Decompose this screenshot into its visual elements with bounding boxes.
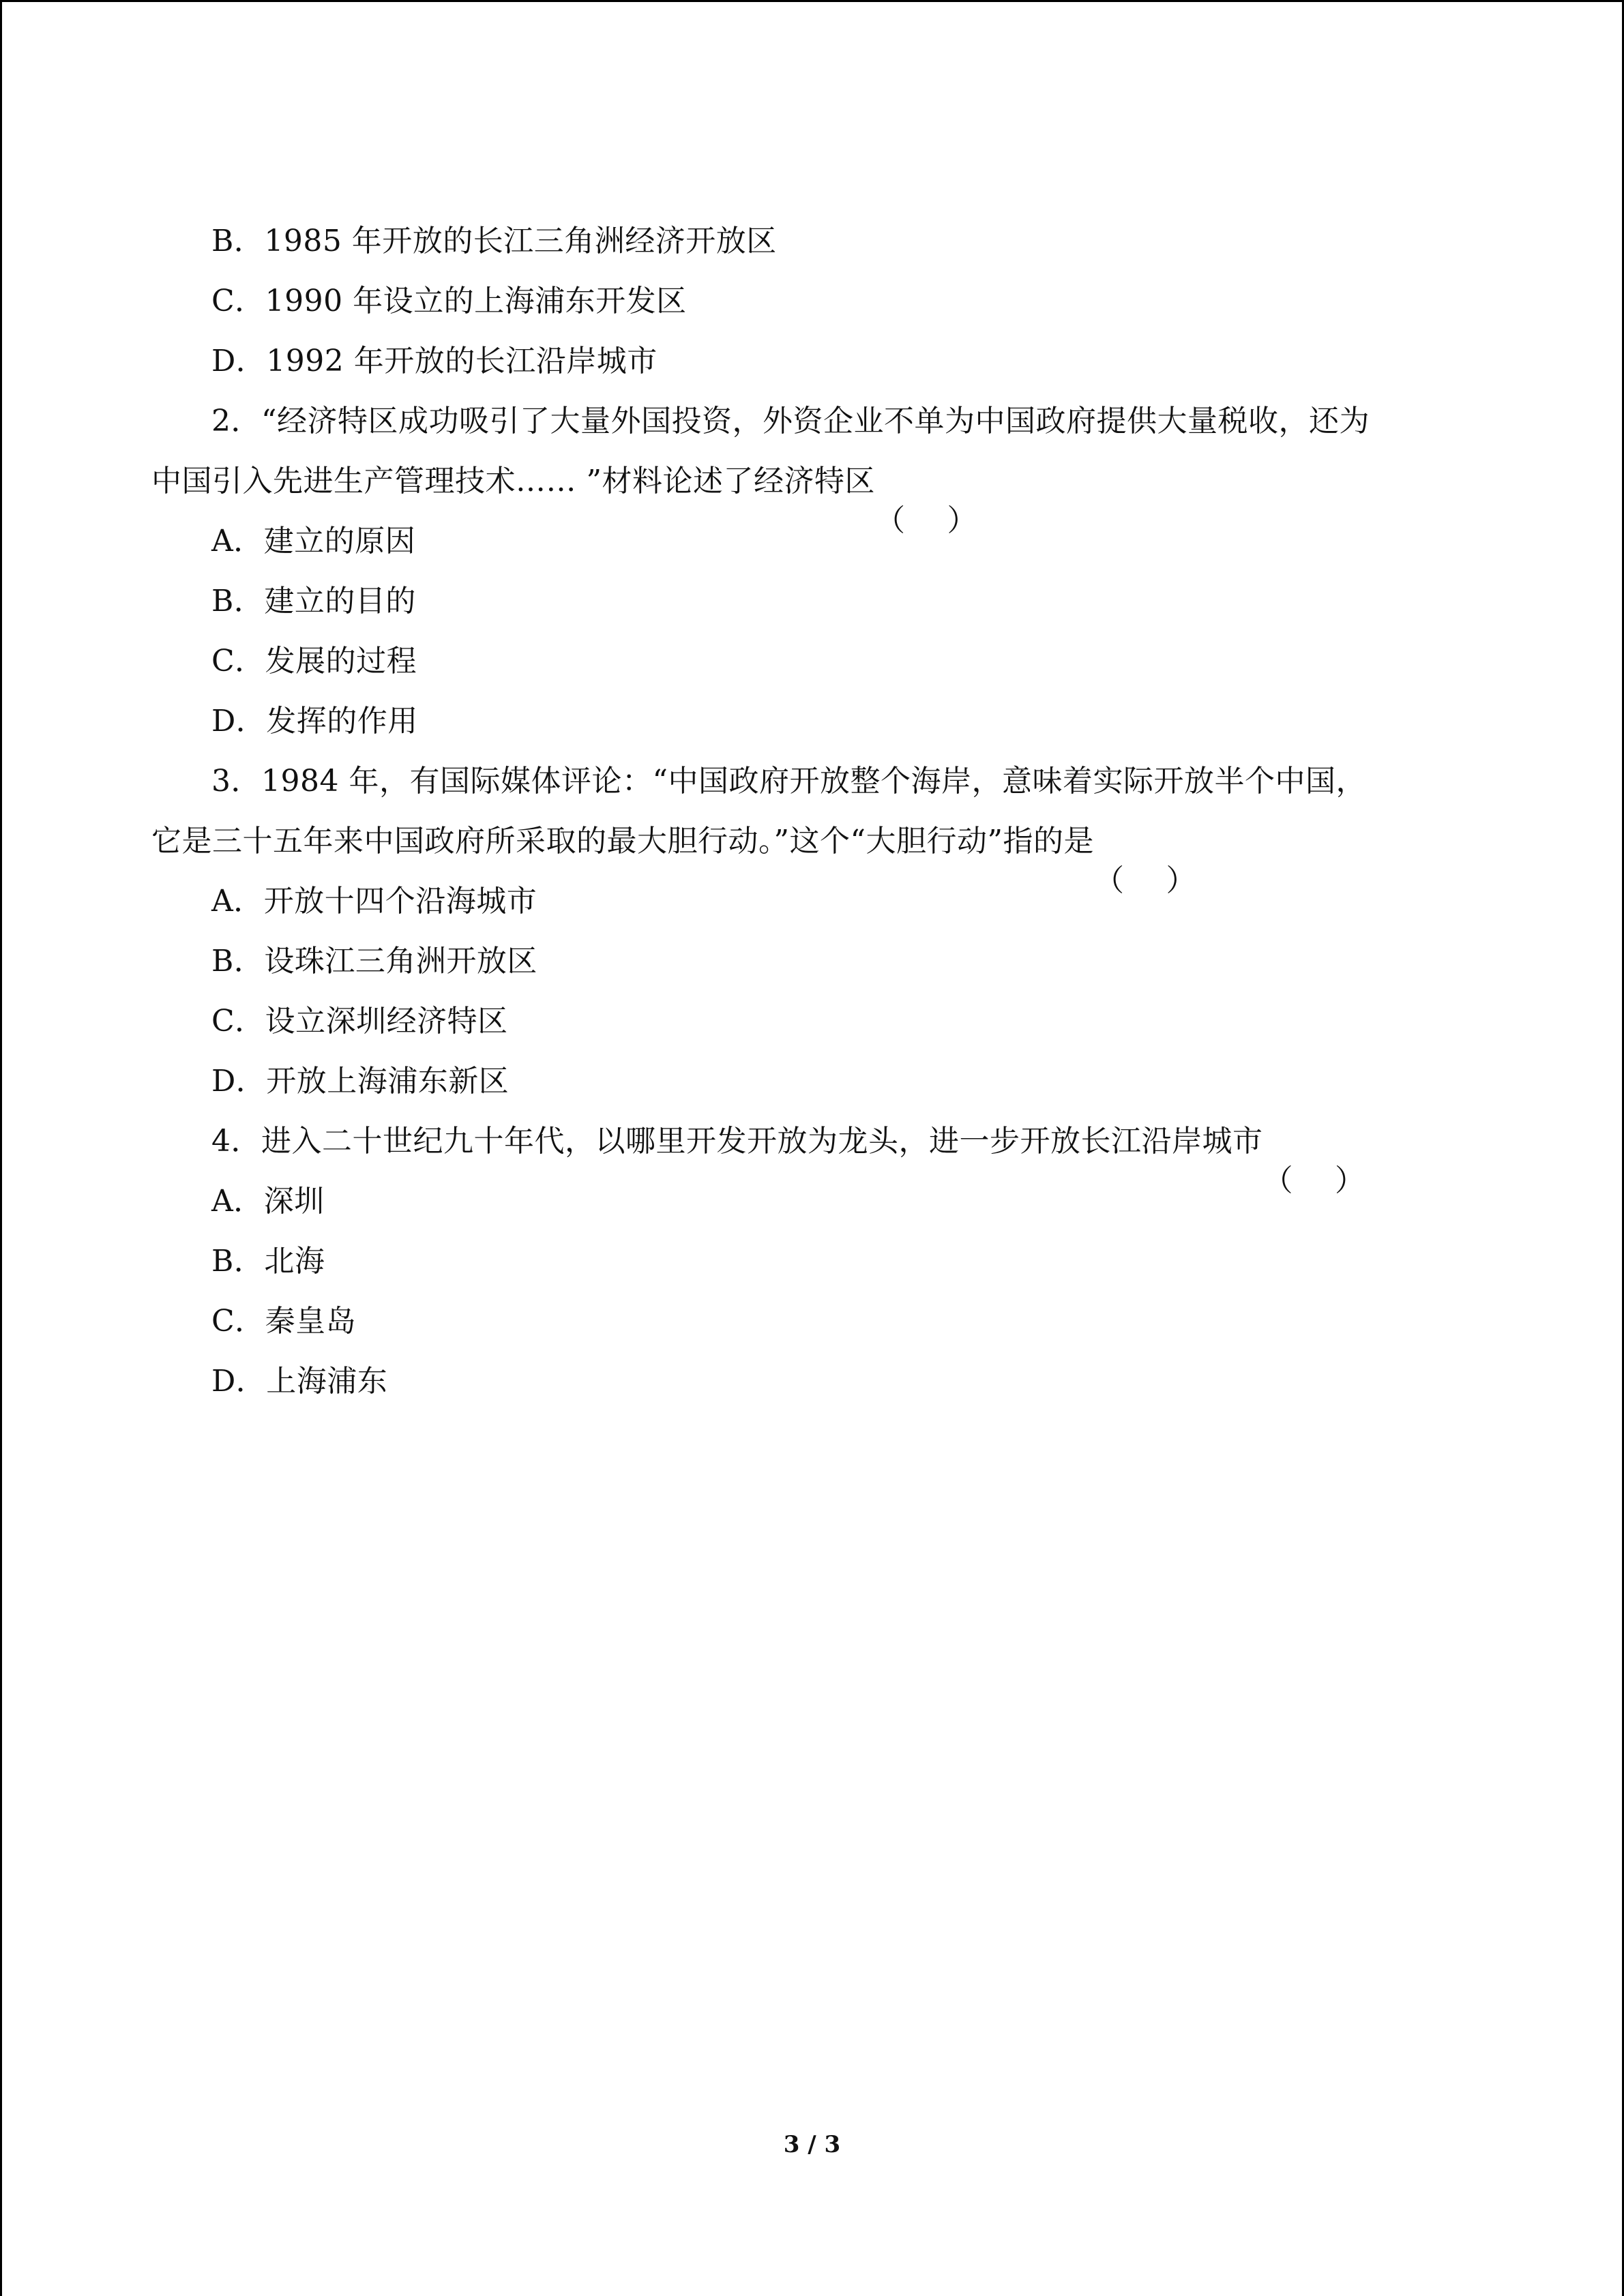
q3-stem-line2-text: 它是三十五年来中国政府所采取的最大胆行动。”这个“大胆行动”指的是: [151, 824, 1094, 859]
q2-option-d: D．发挥的作用: [211, 704, 418, 739]
q4-stem-line1: [151, 1112, 1468, 1172]
q2-stem-line1: 2．“经济特区成功吸引了大量外国投资，外资企业不单为中国政府提供大量税收，还为: [211, 404, 1370, 438]
q4-option-b: B．北海: [211, 1244, 325, 1279]
q1-option-b: B．1985 年开放的长江三角洲经济开放区: [211, 224, 777, 258]
q3-option-b: B．设珠江三角洲开放区: [211, 944, 537, 979]
q4-option-c: C．秦皇岛: [211, 1304, 357, 1339]
q3-option-a: A．开放十四个沿海城市: [211, 884, 537, 919]
q2-stem-line2-text: 中国引入先进生产管理技术…… ”材料论述了经济特区: [151, 464, 875, 498]
q1-option-c: C．1990 年设立的上海浦东开发区: [211, 284, 687, 318]
q2-option-b: B．建立的目的: [211, 584, 416, 618]
q4-stem-line1-text: 4．进入二十世纪九十年代，以哪里开发开放为龙头，进一步开放长江沿岸城市: [211, 1124, 1263, 1159]
document-body: [151, 211, 1468, 1412]
q3-stem-line1: 3．1984 年，有国际媒体评论：“中国政府开放整个海岸，意味着实际开放半个中国，: [211, 764, 1366, 799]
q2-option-a: A．建立的原因: [211, 524, 416, 558]
q2-option-c: C．发展的过程: [211, 644, 417, 679]
page-number: 3 / 3: [783, 2131, 841, 2158]
q4-option-d: D．上海浦东: [211, 1364, 388, 1399]
q3-stem-line2: [151, 811, 1468, 871]
q4-option-a: A．深圳: [211, 1184, 325, 1219]
q3-option-c: C．设立深圳经济特区: [211, 1004, 508, 1039]
q2-stem-line2: [151, 451, 1468, 511]
q3-option-d: D．开放上海浦东新区: [211, 1064, 510, 1099]
q1-option-d: D．1992 年开放的长江沿岸城市: [211, 344, 658, 378]
